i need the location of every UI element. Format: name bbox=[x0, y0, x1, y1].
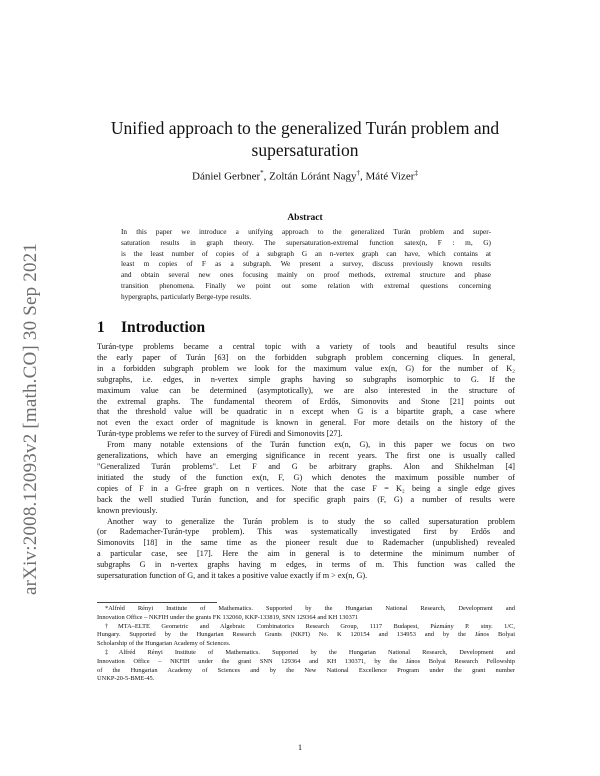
body-line: Turán-type problems we refer to the survey of Füredi and Simonovits [27]. bbox=[97, 429, 343, 439]
abstract-line: least m copies of F as a subgraph. We present a survey, discuss previously known results bbox=[121, 259, 491, 269]
body-line: Simonovits [18] in the same time as the pioneer result due to Rademacher (unpublished) revealed bbox=[97, 538, 515, 548]
author-name: Dániel Gerbner bbox=[192, 170, 261, 183]
body-line: the extremal graphs. The fundamental theorem of Erdős, Simonovits and Stone [21] points out bbox=[97, 396, 515, 406]
author-list: Dániel Gerbner*, Zoltán Lóránt Nagy†, Máté Vizer‡ bbox=[192, 169, 418, 183]
body-line: Turán-type problems became a central topic with a variety of tools and beautiful results since bbox=[97, 342, 515, 351]
body-line: subgraphs, i.e. edges, in n-vertex simple graphs having so subgraphs isomorphic to G. If the bbox=[97, 374, 515, 384]
abstract-line: and obtain several new ones focusing mainly on proof methods, extremal structure and phase bbox=[121, 270, 491, 280]
abstract-text bbox=[121, 227, 491, 303]
abstract-line: is the least number of copies of a subgraph G an n-vertex graph can have, which contains at bbox=[121, 248, 491, 258]
footnote-line: ÚNKP-20-5-BME-45. bbox=[97, 675, 155, 683]
body-line: Another way to generalize the Turán problem is to study the so called supersaturation problem bbox=[107, 516, 515, 526]
footnote-line: Innovation Office – NKFIH under the grant SNN 129364 and KH 130371, by the János Bolyai Research Fellowship bbox=[97, 657, 515, 665]
footnotes bbox=[97, 605, 515, 684]
section-number: 1 bbox=[97, 319, 105, 336]
arxiv-identifier-stamp: arXiv:2008.12093v2 [math.CO] 30 Sep 2021 bbox=[20, 242, 41, 595]
footnote-line: †MTA–ELTE Geometric and Algebraic Combinatorics Research Group, 1117 Budapest, Pázmány P. stny. 1/C, bbox=[105, 622, 515, 630]
footnote-separator bbox=[97, 602, 217, 603]
author-footnote-mark: * bbox=[260, 169, 264, 177]
author-footnote-mark: † bbox=[356, 169, 361, 177]
abstract-line: In this paper we introduce a unifying approach to the generalized Turán problem and super- bbox=[121, 227, 491, 236]
paper-title bbox=[100, 117, 510, 161]
section-heading bbox=[97, 319, 205, 337]
footnote-line: Innovation Office – NKFIH under the grants FK 132060, KKP-133819, SNN 129364 and KH 130371 bbox=[97, 613, 359, 621]
title-line: supersaturation bbox=[251, 140, 359, 160]
abstract-line: hypergraphs, particularly Berge-type results. bbox=[121, 291, 252, 301]
body-line: initiated the study of the function ex(n, F, G) which denotes the maximum possible number of bbox=[97, 472, 515, 482]
body-line: From many notable extensions of the Turán function ex(n, G), in this paper we focus on two bbox=[107, 440, 515, 450]
abstract-line: saturation results in graph theory. The supersaturation-extremal function satex(n, F : m, G) bbox=[121, 237, 491, 247]
abstract-heading: Abstract bbox=[287, 213, 323, 223]
body-line: a particular case, see [17]. Here the aim in general is to determine the minimum number of bbox=[97, 549, 515, 559]
body-line: (or Rademacher-Turán-type problem). This was systematically investigated first by Erdős and bbox=[97, 527, 515, 537]
body-line: known previously. bbox=[97, 505, 158, 515]
body-line: back the well studied Turán function, and for specific graph pairs (F, G) a number of results were bbox=[97, 494, 515, 504]
author-footnote-mark: ‡ bbox=[414, 169, 418, 177]
body-line: in a forbidden subgraph problem we look for the maximum value ex(n, G) for the number of K₂ bbox=[97, 363, 515, 373]
body-text bbox=[97, 342, 515, 582]
body-line: the early paper of Turán [63] on the forbidden subgraph problem concerning cliques. In general, bbox=[97, 352, 515, 362]
footnote-line: Hungary. Supported by the Hungarian Research Grants (NKFI) No. K 120154 and 134953 and by the János Bolyai bbox=[97, 631, 515, 639]
body-line: generalizations, which have an emerging significance in recent years. The first one is usually called bbox=[97, 451, 515, 461]
body-line: that the threshold value will be quadratic in n except when G is a bipartite graph, a case where bbox=[97, 407, 515, 417]
abstract-line: transition phenomena. Finally we point out some relation with extremal questions concerning bbox=[121, 280, 491, 290]
footnote-line: ‡Alfréd Rényi Institute of Mathematics. Supported by the Hungarian National Research, Development and bbox=[105, 648, 515, 656]
body-line: copies of F in a G-free graph on n vertices. Note that the case F = K₂ being a single edge gives bbox=[97, 483, 515, 493]
page-number: 1 bbox=[297, 742, 303, 752]
body-line: not even the exact order of magnitude is known in general. For more details on the history of the bbox=[97, 418, 515, 428]
author-name: Zoltán Lóránt Nagy bbox=[269, 170, 357, 183]
body-line: subgraphs G in n-vertex graphs having m edges, in terms of m. This function was called the bbox=[97, 560, 515, 570]
body-line: supersaturation function of G, and it takes a positive value exactly if m > ex(n, G). bbox=[97, 571, 368, 581]
title-line: Unified approach to the generalized Turán problem and bbox=[110, 118, 500, 138]
footnote-line: *Alfréd Rényi Institute of Mathematics. Supported by the Hungarian National Research, Development and bbox=[105, 605, 515, 612]
section-title: Introduction bbox=[121, 319, 206, 336]
author-name: Máté Vizer bbox=[365, 170, 415, 183]
body-line: maximum value can be determined (asymptotically), we are also interested in the structure of bbox=[97, 385, 515, 395]
footnote-line: Scholarship of the Hungarian Academy of Sciences. bbox=[97, 640, 231, 648]
footnote-line: of the Hungarian Academy of Sciences and by the New National Excellence Program under the grant number bbox=[97, 666, 515, 674]
body-line: "Generalized Turán problems". Let F and G be arbitrary graphs. Alon and Shikhelman [4] bbox=[97, 461, 515, 471]
